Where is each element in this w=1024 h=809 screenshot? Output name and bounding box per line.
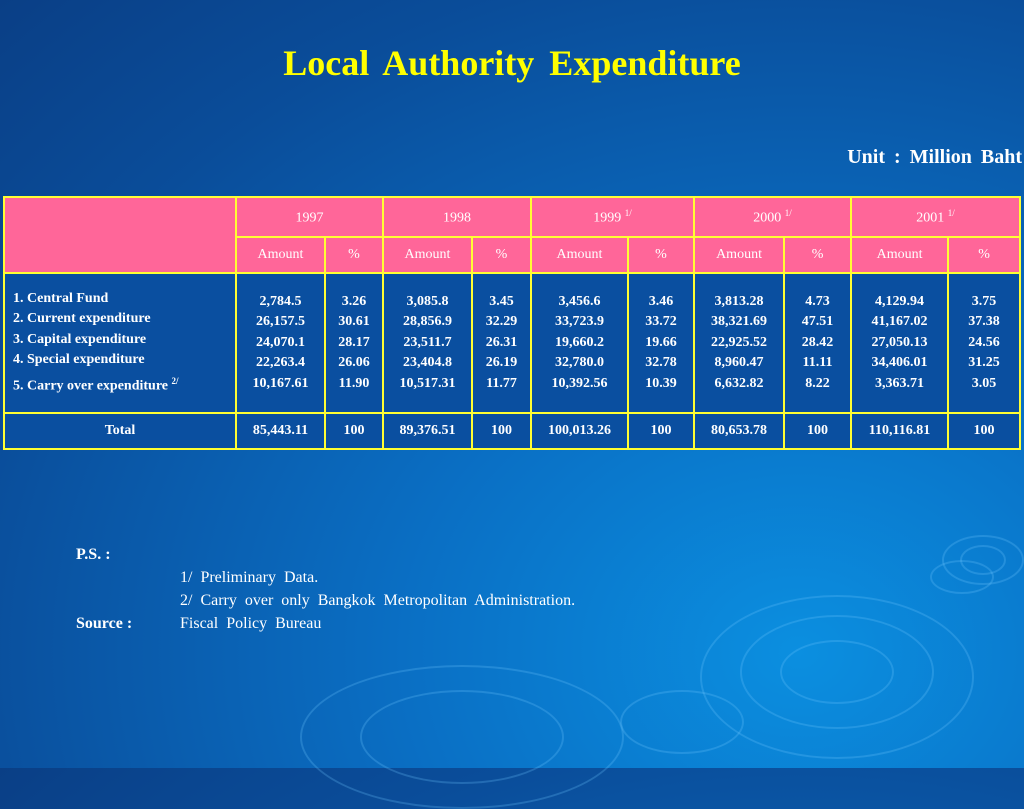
row-label: 3. Capital expenditure	[13, 331, 147, 347]
unit-label: Unit : Million Baht	[847, 146, 1022, 168]
total-amount: 89,376.51	[383, 413, 472, 449]
expenditure-table	[3, 196, 1021, 450]
total-percent: 100	[784, 413, 851, 449]
year-header: 2001 $^{1/}$	[851, 197, 1020, 237]
percent-header: %	[784, 237, 851, 273]
amount-header: Amount	[531, 237, 628, 273]
total-amount: 85,443.11	[236, 413, 325, 449]
percent-header: %	[472, 237, 531, 273]
total-percent: 100	[472, 413, 531, 449]
row-label: 1. Central Fund	[13, 290, 109, 306]
percent-header: %	[948, 237, 1020, 273]
percent-cell: 3.75 37.38 24.56 31.25 3.05	[948, 273, 1020, 413]
percent-header: %	[628, 237, 694, 273]
amount-cell: 4,129.94 41,167.02 27,050.13 34,406.01 3,363.71	[851, 273, 948, 413]
ripple-decoration	[930, 560, 994, 594]
row-labels-cell	[4, 273, 236, 413]
ps-label: P.S. :	[76, 546, 111, 563]
amount-cell: 3,085.8 28,856.9 23,511.7 23,404.8 10,517.31	[383, 273, 472, 413]
footnotes	[76, 543, 575, 635]
total-percent: 100	[948, 413, 1020, 449]
row-label: 4. Special expenditure	[13, 352, 145, 368]
amount-cell: 2,784.5 26,157.5 24,070.1 22,263.4 10,167.61	[236, 273, 325, 413]
percent-cell: 3.26 30.61 28.17 26.06 11.90	[325, 273, 383, 413]
corner-cell	[4, 197, 236, 273]
year-header-row	[4, 197, 1020, 237]
percent-cell: 4.73 47.51 28.42 11.11 8.22	[784, 273, 851, 413]
amount-cell: 3,456.6 33,723.9 19,660.2 32,780.0 10,392.56	[531, 273, 628, 413]
year-header: 2000 $^{1/}$	[694, 197, 851, 237]
footnote-1: 1/ Preliminary Data.	[180, 569, 319, 586]
ripple-decoration	[700, 595, 974, 759]
source-label: Source :	[76, 615, 133, 632]
amount-header: Amount	[694, 237, 784, 273]
percent-cell: 3.45 32.29 26.31 26.19 11.77	[472, 273, 531, 413]
year-header: 1997	[236, 197, 383, 237]
percent-header: %	[325, 237, 383, 273]
row-label: 2. Current expenditure	[13, 311, 151, 327]
ripple-decoration	[620, 690, 744, 754]
total-amount: 110,116.81	[851, 413, 948, 449]
total-amount: 100,013.26	[531, 413, 628, 449]
amount-header: Amount	[383, 237, 472, 273]
total-percent: 100	[325, 413, 383, 449]
total-percent: 100	[628, 413, 694, 449]
ripple-decoration	[300, 665, 624, 809]
footnote-2: 2/ Carry over only Bangkok Metropolitan Administration.	[180, 592, 576, 609]
total-row	[4, 413, 1020, 449]
source-text: Fiscal Policy Bureau	[180, 615, 322, 632]
total-label: Total	[4, 413, 236, 449]
total-amount: 80,653.78	[694, 413, 784, 449]
page-title: Local Authority Expenditure	[283, 43, 741, 83]
amount-header: Amount	[851, 237, 948, 273]
percent-cell: 3.46 33.72 19.66 32.78 10.39	[628, 273, 694, 413]
year-header: 1998	[383, 197, 531, 237]
amount-header: Amount	[236, 237, 325, 273]
year-header: 1999 $^{1/}$	[531, 197, 694, 237]
table-body-row	[4, 273, 1020, 413]
row-label: 5. Carry over expenditure $^{2/}$	[13, 375, 179, 394]
amount-cell: 3,813.28 38,321.69 22,925.52 8,960.47 6,632.82	[694, 273, 784, 413]
